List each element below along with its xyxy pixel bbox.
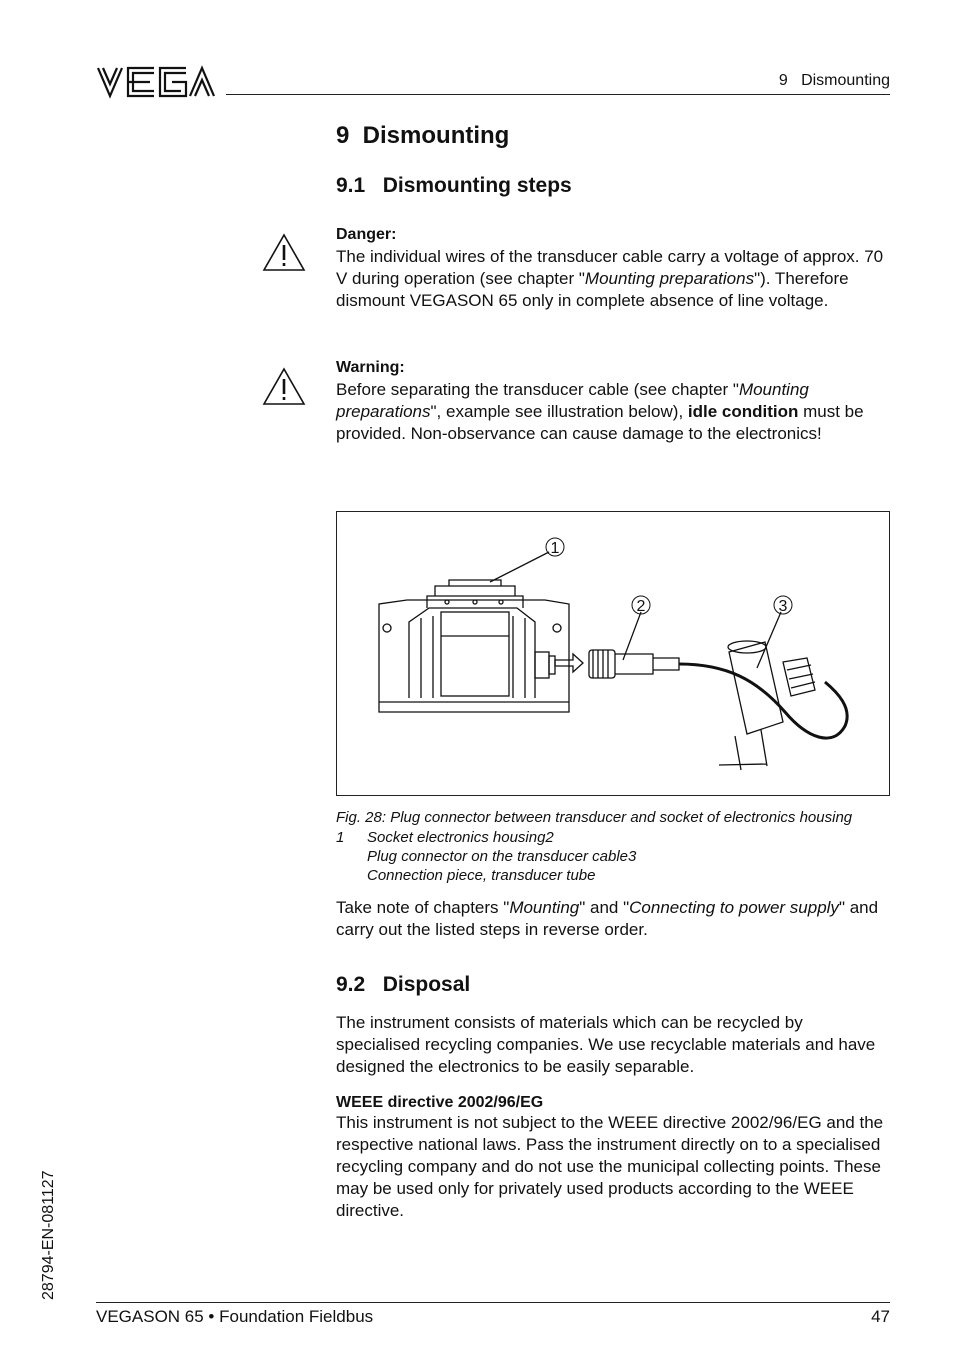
housing-body — [409, 608, 535, 698]
chapter-title: 9 Dismounting — [336, 122, 510, 149]
transducer-connection-piece — [729, 642, 783, 734]
vega-logo — [96, 64, 216, 100]
callout-2: 2 — [636, 598, 646, 615]
note-paragraph: Take note of chapters "Mounting" and "Connecting to power supply" and carry out the listed steps in reverse order. — [336, 898, 879, 939]
warning-block — [336, 357, 890, 445]
callout-1: 1 — [550, 540, 560, 557]
housing-base-plate — [379, 600, 569, 712]
section-title-disposal: 9.2 Disposal — [336, 973, 471, 996]
disposal-intro: The instrument consists of materials which can be recycled by specialised recycling companies. We use recyclable materials and have designed the electronics to be easily separable. — [336, 1013, 876, 1076]
plug-connector-illustration — [337, 512, 889, 795]
document-code: 28794-EN-081127 — [40, 1170, 57, 1300]
danger-label: Danger: — [336, 226, 397, 243]
weee-heading: WEEE directive 2002/96/EG — [336, 1094, 544, 1111]
section-title-dismounting-steps: 9.1 Dismounting steps — [336, 174, 572, 197]
figure-frame — [336, 511, 890, 796]
danger-block — [336, 224, 890, 312]
header-rule — [226, 94, 890, 95]
callout-3: 3 — [778, 598, 788, 615]
legend-item: Plug connector on the transducer cable3 — [367, 848, 637, 865]
warning-triangle-icon — [262, 366, 306, 406]
warning-text: Before separating the transducer cable (see chapter "Mounting preparations", example see illustration below), idle condition must be provided. Non-observance can cause damage to the electronics! — [336, 380, 864, 443]
page-number: 47 — [871, 1307, 890, 1326]
danger-warning-triangle-icon — [262, 232, 306, 272]
figure-legend — [336, 828, 890, 888]
footer-product: VEGASON 65 • Foundation Fieldbus — [96, 1307, 374, 1326]
footer-rule — [96, 1302, 890, 1303]
figure-caption: Fig. 28: Plug connector between transducer and socket of electronics housing — [336, 809, 853, 826]
legend-item: Connection piece, transducer tube — [367, 867, 596, 884]
weee-text: This instrument is not subject to the WEEE directive 2002/96/EG and the respective national laws. Pass the instrument directly on to a specialised recycling company and do not use the municipal collecting points. These may be used only for privately used products according to the WEEE directive. — [336, 1113, 884, 1220]
legend-item: 1 Socket electronics housing2 — [336, 829, 554, 846]
warning-label: Warning: — [336, 359, 405, 376]
danger-text: The individual wires of the transducer cable carry a voltage of approx. 70 V during operation (see chapter "Mounting preparations"). Therefore dismount VEGASON 65 only in complete absence of line voltage. — [336, 247, 884, 310]
header-section-label: 9 Dismounting — [778, 72, 890, 89]
